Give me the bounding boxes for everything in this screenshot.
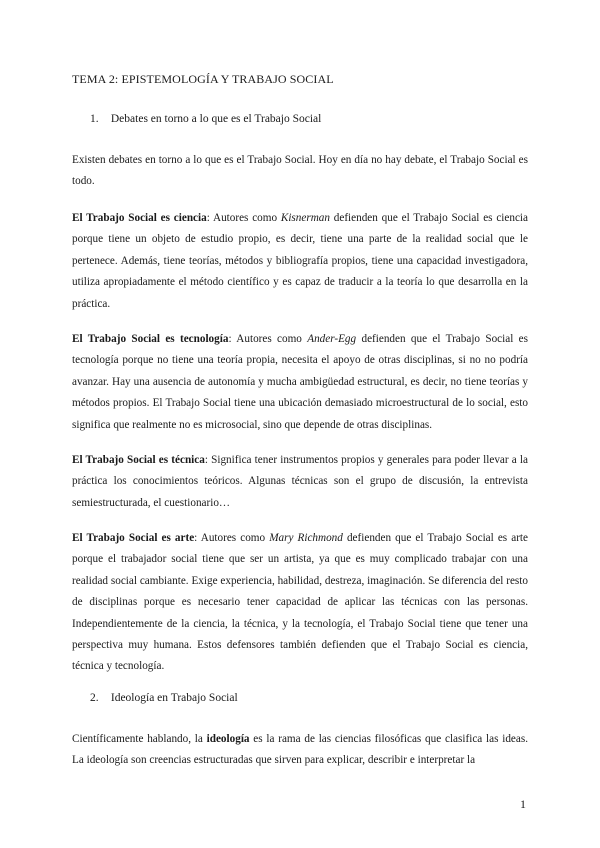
paragraph-text: es la rama de las ciencias filosóficas que clasifica las ideas. La ideología son creencias estructuradas que sirven para explicar, describir e interpretar la <box>72 733 528 767</box>
paragraph-text: : Autores como <box>194 532 270 544</box>
author-name: Kisnerman <box>280 212 330 224</box>
section-label: Ideología en Trabajo Social <box>110 692 238 704</box>
paragraph-text: : Autores como <box>228 333 308 345</box>
intro-paragraph: Existen debates en torno a lo que es el Trabajo Social. Hoy en día no hay debate, el Trabajo Social es todo. <box>72 154 528 188</box>
paragraph-ciencia <box>72 208 528 315</box>
paragraph-text: Científicamente hablando, la <box>72 733 207 745</box>
page-number: 1 <box>520 797 526 811</box>
bold-term: El Trabajo Social es tecnología <box>72 333 229 345</box>
section-heading-1 <box>90 113 321 125</box>
author-name: Mary Richmond <box>269 532 343 544</box>
bold-term: ideología <box>206 733 250 745</box>
bold-term: El Trabajo Social es ciencia <box>72 212 207 224</box>
paragraph-ideologia <box>72 729 528 772</box>
author-name: Ander-Egg <box>307 333 357 345</box>
section-label: Debates en torno a lo que es el Trabajo Social <box>110 113 322 125</box>
paragraph-text: : Autores como <box>206 212 281 224</box>
paragraph-tecnica <box>72 450 528 514</box>
section-number: 1. <box>90 113 99 125</box>
paragraph-tecnologia <box>72 329 528 436</box>
paragraph-text: defienden que el Trabajo Social es tecnología porque no tiene una teoría propia, necesita el apoyo de otras disciplinas, si no no podría avanzar. Hay una ausencia de autonomía y mucha ambigüedad estructural, es decir, no tiene teorías y métodos propios. El Trabajo Social tiene una ubicación demasiado microestructural de lo social, esto significa que realmente no es microsocial, sino que depende de otras disciplinas. <box>72 333 528 431</box>
paragraph-arte <box>72 528 528 678</box>
bold-term: El Trabajo Social es arte <box>72 532 195 544</box>
paragraph-text: : Significa tener instrumentos propios y generales para poder llevar a la práctica los conocimientos teóricos. Algunas técnicas son el grupo de discusión, la entrevista semiestructurada, el cuestionario… <box>72 454 529 509</box>
paragraph-text: defienden que el Trabajo Social es ciencia porque tiene un objeto de estudio propio, es decir, tiene una parte de la realidad social que le pertenece. Además, tiene teorías, métodos y bibliografía propios, tiene una capacidad investigadora, utiliza apropiadamente el método científico y es capaz de traducir a la teoría lo que desarrolla en la práctica. <box>72 212 528 310</box>
section-number: 2. <box>90 692 99 704</box>
section-heading-2 <box>90 692 238 704</box>
paragraph-text: defienden que el Trabajo Social es arte porque el trabajador social tiene que ser un artista, ya que es muy complicado trabajar con una realidad social cambiante. Exige experiencia, habilidad, destreza, imaginación. Se diferencia del resto de disciplinas porque es necesario tener capacidad de aplicar las técnicas con las personas. Independientemente de la ciencia, la técnica, y la tecnología, el Trabajo Social tiene que tener una perspectiva muy humana. Estos defensores también defienden que el Trabajo Social es ciencia, técnica y tecnología. <box>72 532 528 673</box>
bold-term: El Trabajo Social es técnica <box>72 454 205 466</box>
document-title: TEMA 2: EPISTEMOLOGÍA Y TRABAJO SOCIAL <box>72 72 334 86</box>
